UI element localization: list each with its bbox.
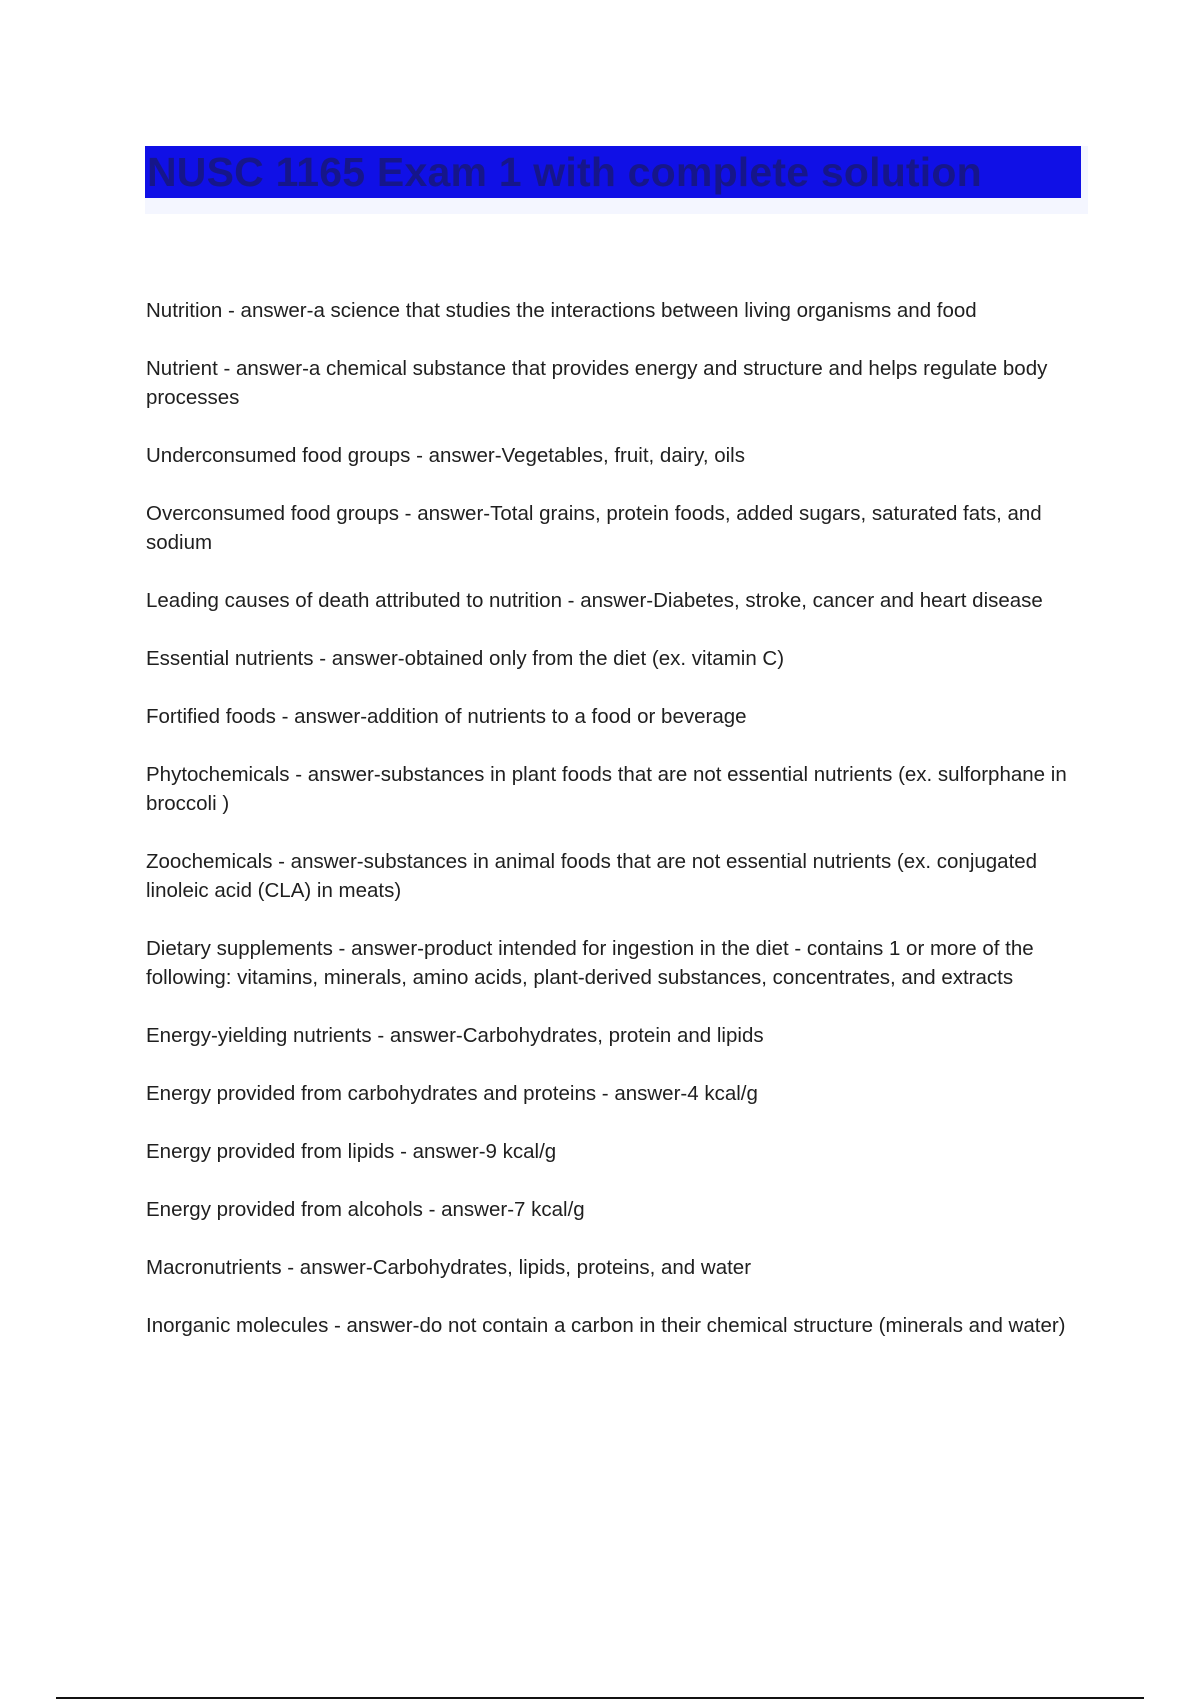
qa-item-inorganic-molecules: Inorganic molecules - answer-do not contain a carbon in their chemical structure (minerals and water) — [146, 1314, 1066, 1337]
qa-item-fortified-foods: Fortified foods - answer-addition of nutrients to a food or beverage — [146, 705, 747, 728]
qa-item-overconsumed-food-groups: Overconsumed food groups - answer-Total grains, protein foods, added sugars, saturated fats, and sodium — [146, 502, 1042, 554]
qa-item-nutrient: Nutrient - answer-a chemical substance that provides energy and structure and helps regulate body processes — [146, 357, 1048, 409]
footer-divider — [56, 1697, 1144, 1699]
qa-item-energy-yielding-nutrients: Energy-yielding nutrients - answer-Carbohydrates, protein and lipids — [146, 1024, 764, 1047]
title-block — [145, 146, 1088, 214]
qa-item-nutrition: Nutrition - answer-a science that studies the interactions between living organisms and food — [146, 299, 977, 322]
qa-item-energy-carbohydrates-proteins: Energy provided from carbohydrates and proteins - answer-4 kcal/g — [146, 1082, 758, 1105]
qa-item-leading-causes-of-death: Leading causes of death attributed to nutrition - answer-Diabetes, stroke, cancer and heart disease — [146, 589, 1043, 612]
title-highlight-band — [145, 146, 1081, 198]
qa-item-dietary-supplements: Dietary supplements - answer-product intended for ingestion in the diet - contains 1 or more of the following: vitamins, minerals, amino acids, plant-derived substances, concentrates, and extracts — [146, 937, 1034, 989]
qa-item-macronutrients: Macronutrients - answer-Carbohydrates, lipids, proteins, and water — [146, 1256, 752, 1279]
qa-item-essential-nutrients: Essential nutrients - answer-obtained only from the diet (ex. vitamin C) — [146, 647, 785, 670]
qa-item-zoochemicals: Zoochemicals - answer-substances in animal foods that are not essential nutrients (ex. conjugated linoleic acid (CLA) in meats) — [146, 850, 1038, 902]
qa-item-underconsumed-food-groups: Underconsumed food groups - answer-Vegetables, fruit, dairy, oils — [146, 444, 745, 467]
qa-item-phytochemicals: Phytochemicals - answer-substances in plant foods that are not essential nutrients (ex. sulforphane in broccoli ) — [146, 763, 1067, 815]
document-title: NUSC 1165 Exam 1 with complete solution — [147, 149, 982, 195]
qa-item-energy-lipids: Energy provided from lipids - answer-9 kcal/g — [146, 1140, 557, 1163]
qa-item-energy-alcohols: Energy provided from alcohols - answer-7 kcal/g — [146, 1198, 585, 1221]
qa-list — [146, 296, 1081, 1369]
